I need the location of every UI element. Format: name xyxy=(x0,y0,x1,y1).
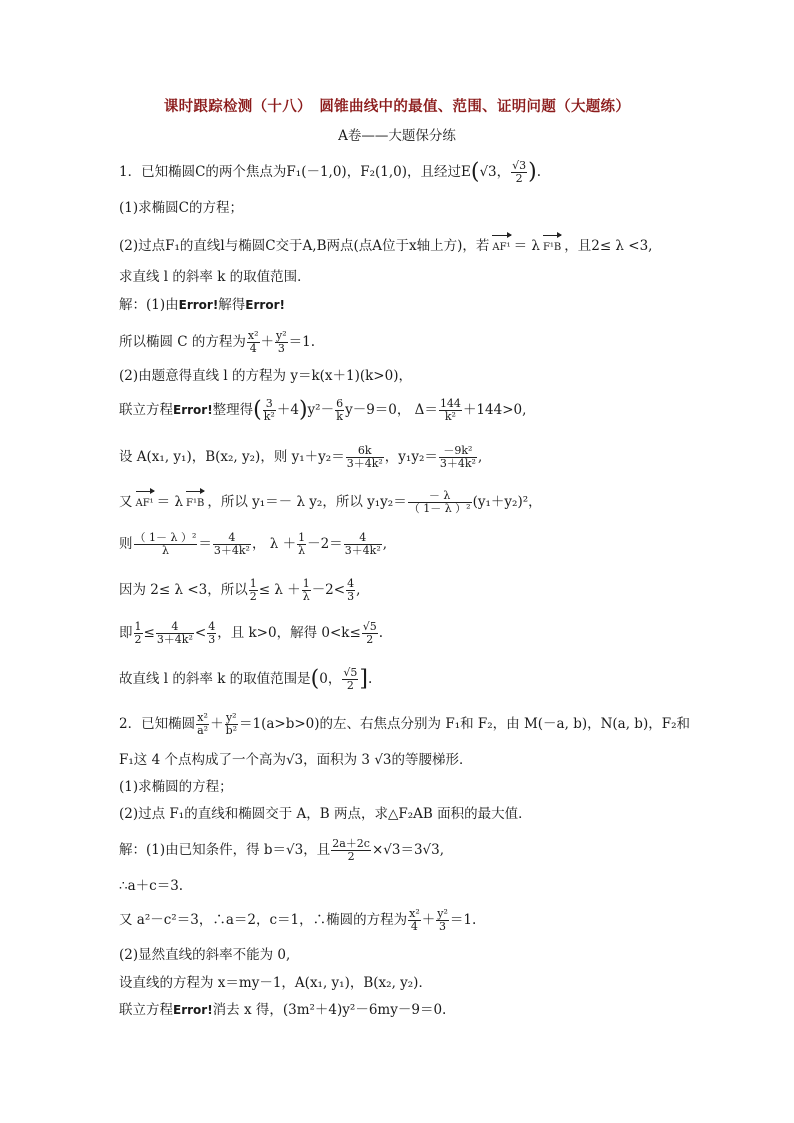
solution1-step9: 即 $\frac{1}{2}$ ≤ $\frac{4}{\text{3＋4k²}}$ < $\frac{4}{3}$ ，且 k>0，解得 0<k≤ $\frac{√5}{2}$ . xyxy=(119,620,384,646)
problem2-stem: 2．已知椭圆 $\frac{\text{x²}}{\text{a²}}$ ＋ $\frac{\text{y²}}{\text{b²}}$ ＝1(a>b>0)的左、右焦点分别为 F₁和 F₂，由 M(－a, b)，N(a, b)，F₂和 xyxy=(119,711,690,737)
solution1-step1: 解：(1)由Error!解得Error! xyxy=(119,297,285,313)
problem1-question1: (1)求椭圆C的方程； xyxy=(119,200,243,216)
solution2-step1: 解：(1)由已知条件，得 b＝√3，且 $\frac{2a+2c}{2}$ ×√3＝3√3, xyxy=(119,837,445,863)
solution1-step7: 则 $\frac{\text{（ 1－ λ ）²}}{\lambda}$ ＝ $\frac{4}{\text{3＋4k²}}$ ， λ ＋ $\frac{1}{\lambda}$ －2＝ $\frac{4}{\text{3＋4k²}}$ , xyxy=(119,531,388,557)
solution2-step6: 联立方程Error!消去 x 得，(3m²＋4)y²－6my－9＝0. xyxy=(119,1002,447,1018)
solution2-step5: 设直线的方程为 x＝my－1，A(x₁, y₁)，B(x₂, y₂)． xyxy=(119,975,432,991)
problem1-stem: 1．已知椭圆C的两个焦点为F₁(－1,0)，F₂(1,0)，且经过E(√3， $\frac{√3}{2}$ ). xyxy=(119,159,542,185)
page-title: 课时跟踪检测（十八） 圆锥曲线中的最值、范围、证明问题（大题练） xyxy=(163,99,631,115)
problem2-question2: (2)过点 F₁的直线和椭圆交于 A，B 两点，求△F₂AB 面积的最大值． xyxy=(119,806,532,822)
solution1-step4: 联立方程Error!整理得( $\frac{3}{\text{k²}}$ ＋4)y²－ $\frac{6}{k}$ y－9＝0， Δ＝ $\frac{144}{\text{k²}}$ ＋144>0, xyxy=(119,397,527,423)
solution1-step6: 又 AF¹ ＝ λ F¹B ，所以 y₁＝－ λ y₂，所以 y₁y₂＝ $\frac{- \lambda}{\text{（ 1－ λ ）²}}$ (y₁＋y₂)²， xyxy=(119,489,542,515)
vector-f1b: F¹B xyxy=(543,232,561,258)
solution1-conclusion: 故直线 l 的斜率 k 的取值范围是(0， $\frac{√5}{2}$ ]. xyxy=(119,666,373,692)
solution1-step8: 因为 2≤ λ <3，所以 $\frac{1}{2}$ ≤ λ ＋ $\frac{1}{\lambda}$ －2< $\frac{4}{3}$ , xyxy=(119,577,361,603)
problem1-question2: (2)过点F₁的直线l与椭圆C交于A,B两点(点A位于x轴上方)，若 AF¹ ＝ λ F¹B ，且2≤ λ <3, xyxy=(119,232,652,258)
vector-af1: AF¹ xyxy=(492,232,510,258)
problem2-stem-cont: F₁这 4 个点构成了一个高为√3，面积为 3 √3的等腰梯形． xyxy=(119,752,473,768)
solution2-step4: (2)显然直线的斜率不能为 0, xyxy=(119,947,291,963)
solution1-step5: 设 A(x₁, y₁)，B(x₂, y₂)，则 y₁＋y₂＝ $\frac{6k}{\text{3＋4k²}}$ ，y₁y₂＝ $\frac{\text{－9k²}}{\text{3＋4k²}}$ , xyxy=(119,444,483,470)
problem1-question2-cont: 求直线 l 的斜率 k 的取值范围． xyxy=(119,269,311,285)
solution1-step2: 所以椭圆 C 的方程为 $\frac{\text{x²}}{4}$ ＋ $\frac{\text{y²}}{3}$ ＝1. xyxy=(119,329,316,355)
section-subtitle: A卷——大题保分练 xyxy=(338,128,456,144)
solution2-step3: 又 a²－c²＝3，∴a＝2，c＝1，∴椭圆的方程为 $\frac{\text{x²}}{4}$ ＋ $\frac{\text{y²}}{3}$ ＝1. xyxy=(119,907,477,933)
solution2-step2: ∴a＋c＝3. xyxy=(119,878,184,894)
problem2-question1: (1)求椭圆的方程； xyxy=(119,779,233,795)
solution1-step3: (2)由题意得直线 l 的方程为 y＝k(x＋1)(k>0)， xyxy=(119,368,412,384)
fraction: $\frac{√3}{2}$ xyxy=(512,159,527,185)
